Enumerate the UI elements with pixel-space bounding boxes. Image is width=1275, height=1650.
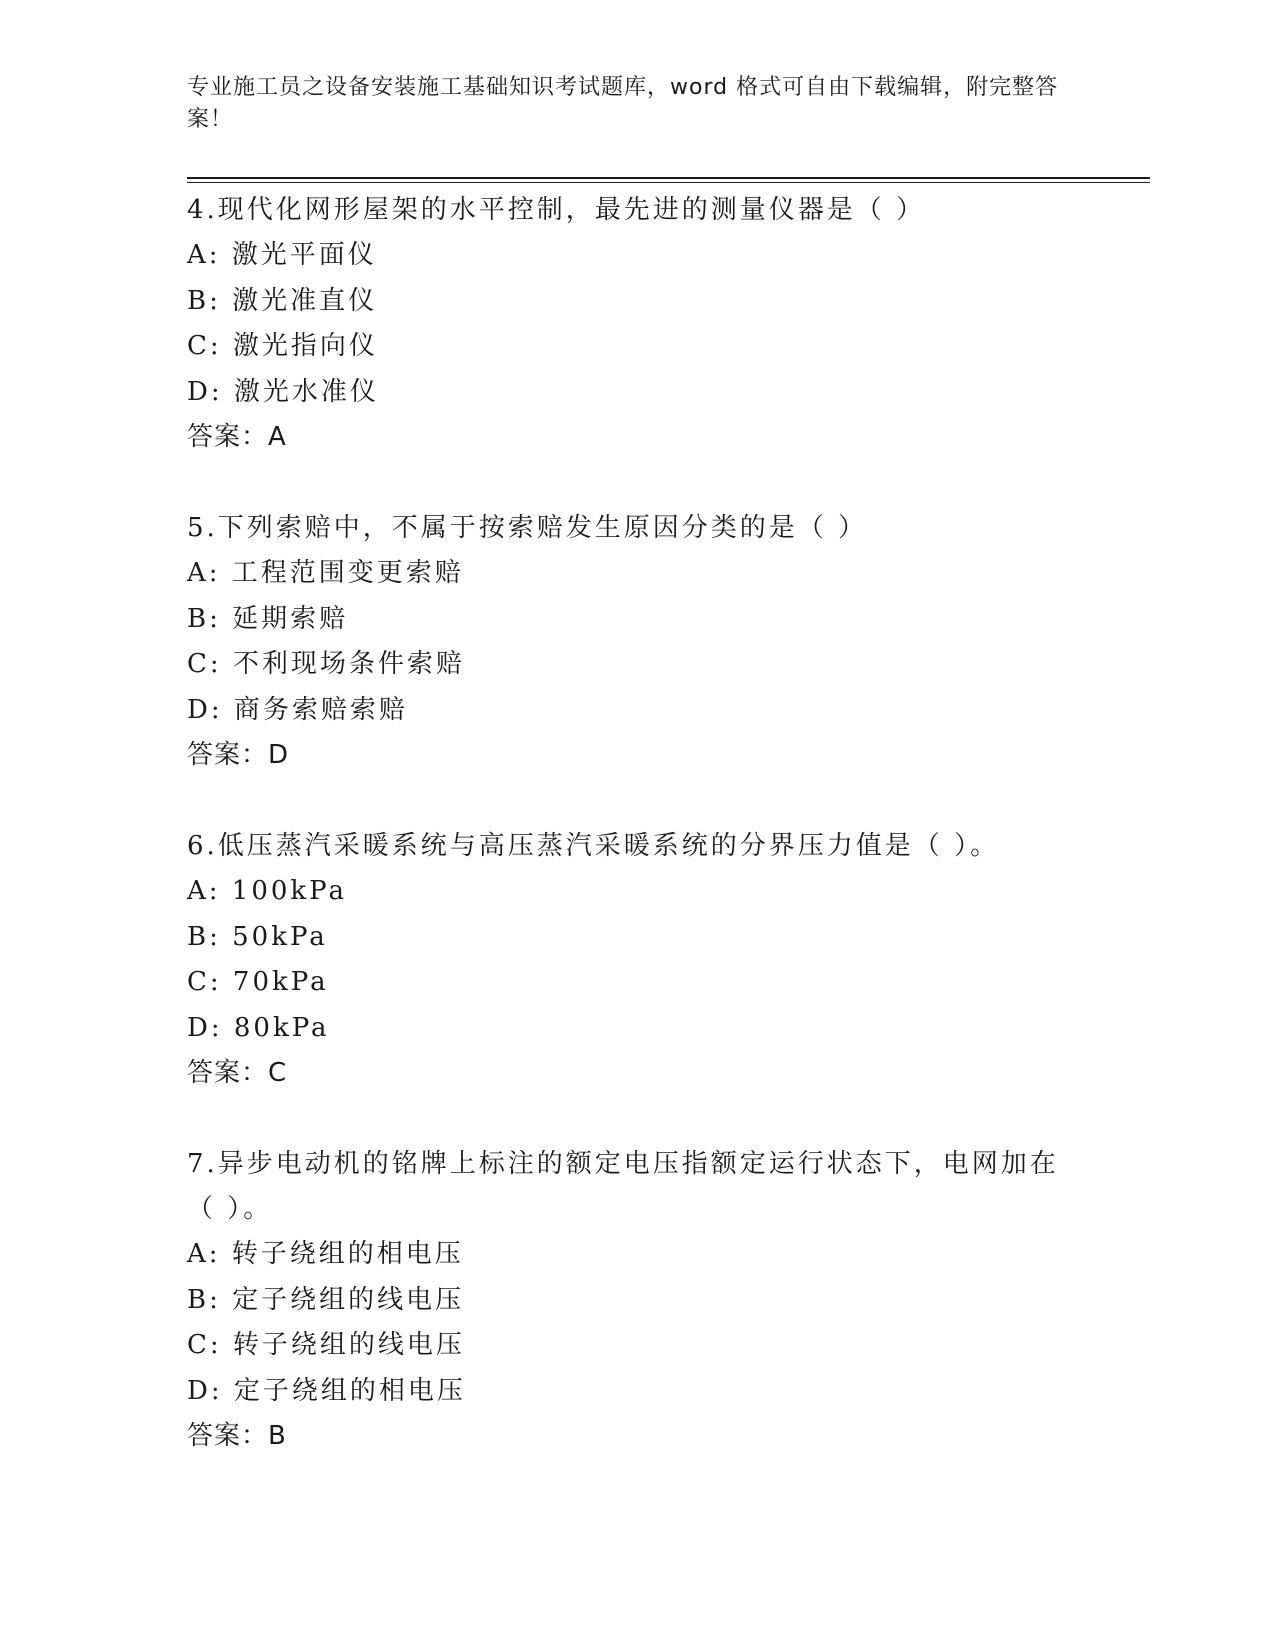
- option-a: A: 激光平面仪: [187, 240, 377, 270]
- option-b: B: 延期索赔: [187, 603, 349, 634]
- option-c: C: 转子绕组的线电压: [187, 1330, 465, 1360]
- header-divider: [187, 177, 1150, 179]
- document-header: 专业施工员之设备安装施工基础知识考试题库，word 格式可自由下载编辑，附完整答案！: [187, 75, 1059, 132]
- question-stem: 5.下列索赔中，不属于按索赔发生原因分类的是（ ）: [187, 513, 868, 543]
- option-a: A: 100kPa: [187, 876, 348, 906]
- answer-line: 答案：A: [187, 422, 287, 452]
- question-stem: 6.低压蒸汽采暖系统与高压蒸汽采暖系统的分界压力值是（ ）。: [187, 831, 1000, 861]
- option-c: C: 不利现场条件索赔: [187, 649, 465, 679]
- option-a: A: 转子绕组的相电压: [187, 1239, 464, 1269]
- option-d: D: 定子绕组的相电压: [187, 1375, 466, 1406]
- answer-line: 答案：C: [187, 1058, 288, 1088]
- question-list: [187, 188, 1087, 1505]
- option-b: B: 激光准直仪: [187, 285, 378, 316]
- question-item: [187, 188, 1087, 460]
- question-item: [187, 824, 1087, 1096]
- answer-line: 答案：D: [187, 740, 290, 770]
- option-c: C: 70kPa: [187, 967, 329, 997]
- option-d: D: 80kPa: [187, 1012, 330, 1043]
- option-d: D: 商务索赔索赔: [187, 694, 408, 725]
- option-b: B: 定子绕组的线电压: [187, 1284, 465, 1315]
- header-divider-thin: [187, 182, 1150, 183]
- question-stem: 4.现代化网形屋架的水平控制，最先进的测量仪器是（ ）: [187, 195, 926, 225]
- answer-line: 答案：B: [187, 1421, 287, 1451]
- option-a: A: 工程范围变更索赔: [187, 558, 464, 588]
- option-c: C: 激光指向仪: [187, 331, 378, 361]
- option-d: D: 激光水准仪: [187, 376, 379, 407]
- option-b: B: 50kPa: [187, 921, 328, 952]
- question-item: [187, 1142, 1087, 1459]
- question-item: [187, 506, 1087, 778]
- question-stem: 7.异步电动机的铭牌上标注的额定电压指额定运行状态下，电网加在（ ）。: [187, 1149, 1059, 1224]
